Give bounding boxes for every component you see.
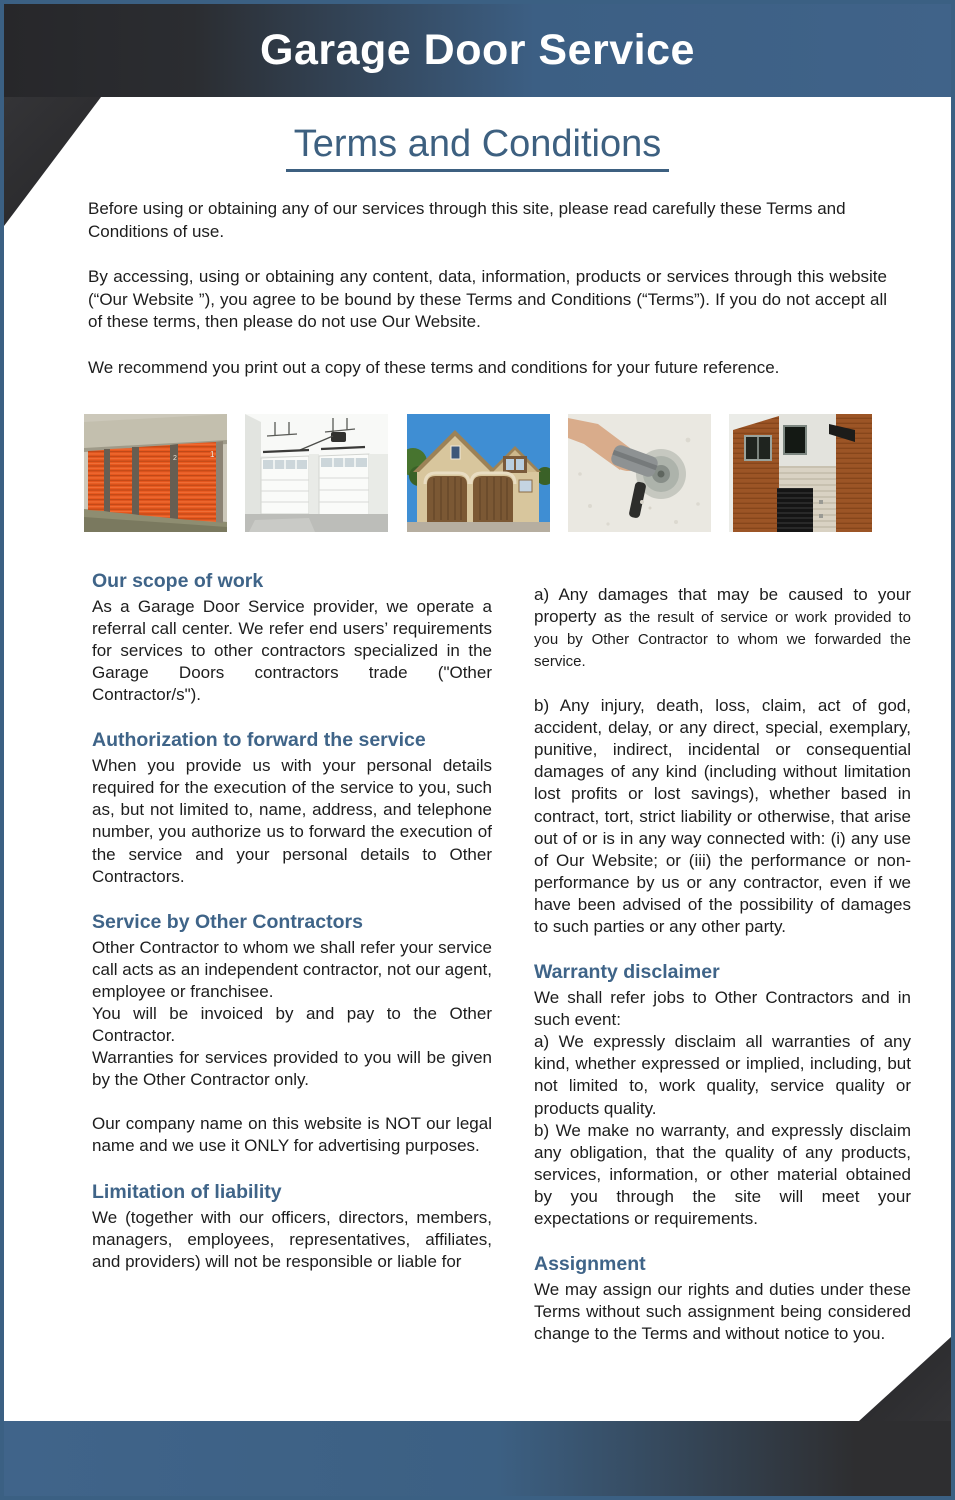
- liability-item-a: [534, 584, 911, 672]
- section-paragraph: We (together with our officers, directors, members, managers, employees, representatives, affiliates, and providers) will not be responsible or liable for: [92, 1207, 492, 1271]
- section-limitation-of-liability: [92, 1181, 492, 1273]
- photo-strip: [84, 414, 872, 532]
- section-authorization: [92, 729, 492, 888]
- liability-item-b: [534, 695, 911, 938]
- svg-text:2: 2: [173, 454, 177, 462]
- intro-paragraph-2: By accessing, using or obtaining any content, data, information, products or services through this website (“Our Website ”), you agree to be bound by these Terms and Conditions (“Terms”). If you do not accept all of these terms, then please do not use Our Website.: [88, 267, 887, 332]
- footer-banner: [4, 1421, 951, 1496]
- photo-house-garage-doors: [407, 414, 550, 532]
- section-paragraph: [534, 584, 911, 672]
- header-banner: [4, 4, 951, 97]
- section-paragraph: a) We expressly disclaim all warranties of any kind, whether expressed or implied, including, but not limited to, work quality, service quality or products quality.: [534, 1032, 911, 1118]
- svg-text:1: 1: [210, 449, 215, 459]
- photo-wooden-house: [729, 414, 872, 532]
- right-column: [534, 570, 911, 1369]
- section-warranty-disclaimer: [534, 961, 911, 1230]
- section-paragraph: b) Any injury, death, loss, claim, act of god, accident, delay, or any direct, special, exemplary, punitive, indirect, incidental or consequential damages of any kind (including without limitation lost profits or lost savings), whether based in contract, tort, strict liability or otherwise, that arise out of or is in any way connected with: (i) any use of Our Website; or (iii) the performance or non-performance by us or any contractor, even if we have been advised of the possibility of damages to such parties or any other party.: [534, 696, 911, 936]
- item-a-rest: the result of service or work provided to you by Other Contractor to whom we forwarded the service.: [534, 608, 911, 670]
- section-heading: Our scope of work: [92, 569, 264, 592]
- section-heading: Service by Other Contractors: [92, 910, 363, 933]
- intro-paragraph-1: Before using or obtaining any of our services through this site, please read carefully these Terms and Conditions of use.: [88, 199, 846, 241]
- photo-wall-grinder: [568, 414, 711, 532]
- intro-paragraph-3: We recommend you print out a copy of these terms and conditions for your future reference.: [88, 358, 780, 378]
- left-column: [92, 570, 492, 1369]
- section-paragraph: Warranties for services provided to you will be given by the Other Contractor only.: [92, 1048, 492, 1090]
- section-service-by-other-contractors: [92, 911, 492, 1158]
- section-paragraph: b) We make no warranty, and expressly disclaim any obligation, that the quality of any products, services, information, or other material obtained by you through the site will meet your expectations or requirements.: [534, 1120, 911, 1228]
- section-our-scope-of-work: [92, 570, 492, 706]
- section-paragraph: You will be invoiced by and pay to the Other Contractor.: [92, 1003, 492, 1046]
- content-panel: [4, 97, 951, 1368]
- section-paragraph: We shall refer jobs to Other Contractors and in such event:: [534, 988, 911, 1030]
- section-heading: Authorization to forward the service: [92, 729, 426, 752]
- section-paragraph: Our company name on this website is NOT our legal name and we use it ONLY for advertising purposes.: [92, 1114, 492, 1156]
- photo-garage-interior: [245, 414, 388, 532]
- section-heading: Warranty disclaimer: [534, 961, 720, 984]
- section-paragraph: We may assign our rights and duties under these Terms without such assignment being considered change to the Terms and without notice to you.: [534, 1280, 911, 1344]
- section-heading: Limitation of liability: [92, 1180, 282, 1203]
- two-column-body: [92, 570, 911, 1369]
- terms-heading-wrap: [4, 123, 951, 172]
- item-a-lead: a) Any damages that may be caused to your property as: [534, 584, 911, 626]
- section-heading: Assignment: [534, 1253, 646, 1276]
- photo-storage-units: [84, 414, 227, 532]
- terms-heading: Terms and Conditions: [286, 123, 670, 172]
- section-paragraph: When you provide us with your personal details required for the execution of the service to you, such as, but not limited to, name, address, and telephone number, you authorize us to forward the execution of the service and your personal details to Other Contractors.: [92, 756, 492, 886]
- section-paragraph: As a Garage Door Service provider, we operate a referral call center. We refer end users’ requirements for services to other contractors specialized in the Garage Doors contractors trade ("Other Contractor/s").: [92, 596, 492, 705]
- section-paragraph: Other Contractor to whom we shall refer your service call acts as an independent contractor, not our agent, employee or franchisee.: [92, 937, 492, 1001]
- section-assignment: [534, 1253, 911, 1345]
- page-title: Garage Door Service: [260, 26, 695, 74]
